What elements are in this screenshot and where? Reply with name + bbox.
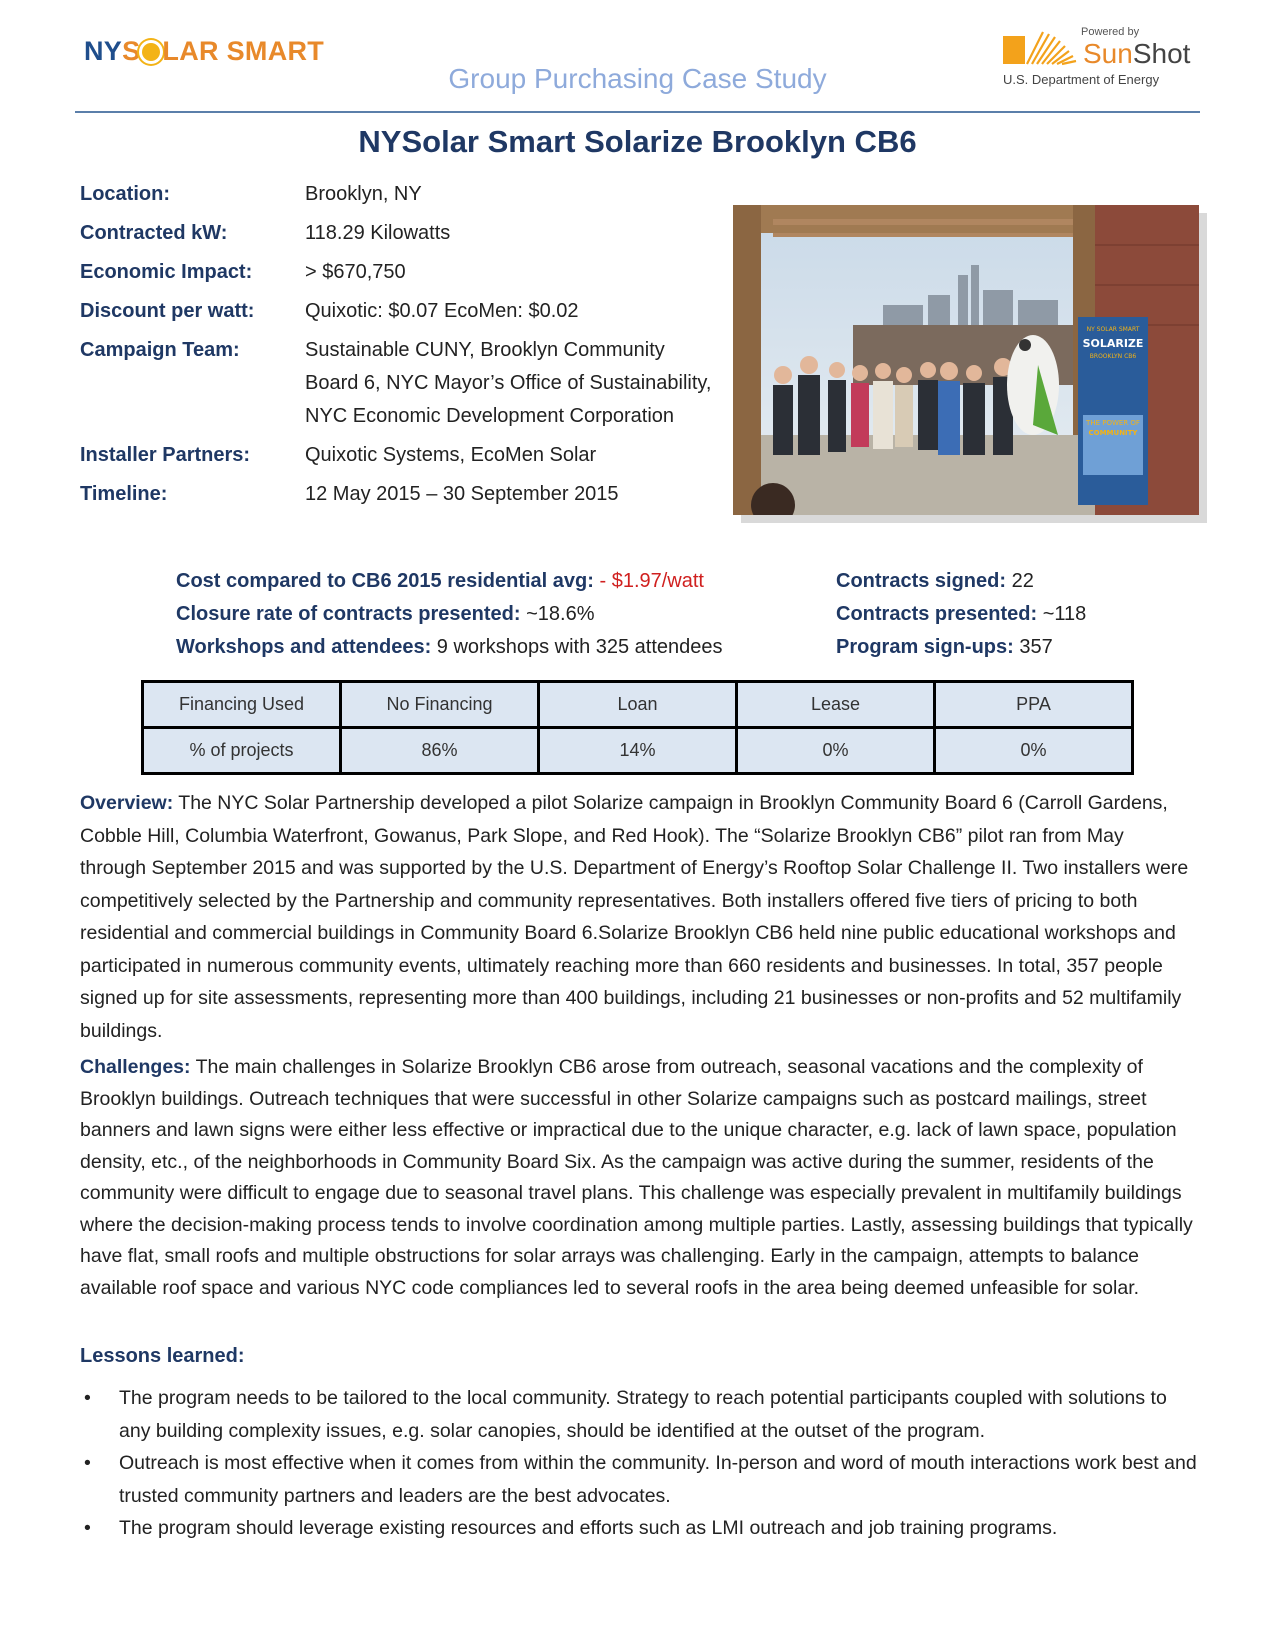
list-item [80, 1447, 1200, 1512]
logo-solar-text: LAR SMART [162, 36, 325, 66]
stat-label: Contracts presented: [836, 603, 1038, 625]
sunshot-shot: Shot [1132, 38, 1191, 69]
table-cell: 0% [935, 728, 1133, 774]
table-cell: PPA [935, 682, 1133, 728]
project-info [80, 178, 730, 517]
list-item-text: The program should leverage existing resources and efforts such as LMI outreach and job training programs. [119, 1517, 1058, 1539]
stat-program-signups [836, 631, 1196, 664]
lessons-heading: Lessons learned: [80, 1345, 245, 1367]
challenges-label: Challenges: [80, 1056, 191, 1078]
table-cell: No Financing [341, 682, 539, 728]
banner-community-text: COMMUNITY [1088, 429, 1138, 437]
overview-label: Overview: [80, 792, 174, 814]
banner-power-text: THE POWER OF [1086, 419, 1140, 427]
table-cell: Loan [539, 682, 737, 728]
logo-solar-s: S [122, 36, 141, 66]
stat-cost [176, 565, 796, 598]
stat-contracts-presented [836, 598, 1196, 631]
info-contracted-kw [80, 217, 730, 250]
info-label: Timeline: [80, 483, 168, 505]
table-cell: 14% [539, 728, 737, 774]
banner-title-text: SOLARIZE [1082, 337, 1144, 350]
info-value: Quixotic: $0.07 EcoMen: $0.02 [305, 300, 579, 322]
overview-paragraph [80, 787, 1195, 1047]
financing-table [141, 680, 1134, 775]
info-label: Location: [80, 183, 170, 205]
list-item-text: The program needs to be tailored to the local community. Strategy to reach potential participants coupled with solutions to any building complexity issues, e.g. solar canopies, should be identified at the outset of the program. [119, 1387, 1167, 1442]
info-label: Installer Partners: [80, 444, 251, 466]
stat-workshops [176, 631, 796, 664]
table-row [143, 728, 1133, 774]
info-value: Brooklyn, NY [305, 183, 422, 205]
table-cell: 0% [737, 728, 935, 774]
stat-label: Program sign-ups: [836, 636, 1014, 658]
info-label: Discount per watt: [80, 300, 255, 322]
bullet-icon: • [84, 1517, 91, 1539]
table-header-row [143, 682, 1133, 728]
info-value: Quixotic Systems, EcoMen Solar [305, 444, 597, 466]
stat-value: 357 [1013, 636, 1053, 658]
stats-right [836, 565, 1196, 664]
lessons-list [80, 1382, 1200, 1545]
campaign-group-photo [733, 205, 1199, 515]
stat-value: 22 [1006, 570, 1034, 592]
stat-value: ~18.6% [520, 603, 595, 625]
banner-small-text: NY SOLAR SMART [1086, 326, 1140, 333]
info-value: 118.29 Kilowatts [305, 222, 451, 244]
sunshot-sun: Sun [1083, 38, 1133, 69]
info-campaign-team [80, 334, 730, 433]
info-label: Campaign Team: [80, 339, 240, 361]
list-item [80, 1512, 1200, 1545]
info-label: Contracted kW: [80, 222, 228, 244]
info-value-line: Board 6, NYC Mayor’s Office of Sustainability, [305, 372, 712, 394]
table-cell: % of projects [143, 728, 341, 774]
info-value: 12 May 2015 – 30 September 2015 [305, 483, 619, 505]
document-subtitle: Group Purchasing Case Study [448, 63, 827, 94]
doe-text: U.S. Department of Energy [1003, 72, 1160, 87]
header-divider [75, 111, 1200, 113]
stat-label: Cost compared to CB6 2015 residential avg: [176, 570, 594, 592]
sunshot-rays-icon [1003, 28, 1077, 68]
bullet-icon: • [84, 1452, 91, 1474]
stat-label: Contracts signed: [836, 570, 1007, 592]
challenges-paragraph [80, 1052, 1195, 1304]
stat-value: - $1.97/watt [593, 570, 704, 592]
stat-contracts-signed [836, 565, 1196, 598]
stat-closure-rate [176, 598, 796, 631]
info-economic-impact [80, 256, 730, 289]
info-label: Economic Impact: [80, 261, 253, 283]
bullet-icon: • [84, 1387, 91, 1409]
stat-label: Closure rate of contracts presented: [176, 603, 521, 625]
list-item-text: Outreach is most effective when it comes from within the community. In-person and word of mouth interactions work best and trusted community partners and leaders are the best advocates. [119, 1452, 1197, 1507]
table-cell: 86% [341, 728, 539, 774]
stat-label: Workshops and attendees: [176, 636, 432, 658]
list-item [80, 1382, 1200, 1447]
stats-left [176, 565, 796, 664]
sun-icon [142, 43, 160, 61]
info-discount [80, 295, 730, 328]
table-cell: Financing Used [143, 682, 341, 728]
logo-ny-text: NY [84, 36, 123, 66]
challenges-text: The main challenges in Solarize Brooklyn CB6 arose from outreach, seasonal vacations and the complexity of Brooklyn buildings. Outreach techniques that were successful in other Solarize campaigns such as postcard mailings, street banners and lawn signs were either less effective or impractical due to the unique character, e.g. lack of lawn space, population density, etc., of the neighborhoods in Community Board Six. As the campaign was active during the summer, residents of the community were difficult to engage due to seasonal travel plans. This challenge was especially prevalent in multifamily buildings where the decision-making process tends to involve coordination among multiple parties. Lastly, assessing buildings that typically have flat, small roofs and multiple obstructions for solar arrays was challenging. Early in the campaign, attempts to balance available roof space and various NYC code compliances led to several roofs in the area being deemed unfeasible for solar. [80, 1056, 1193, 1299]
info-installer-partners [80, 439, 730, 472]
table-cell: Lease [737, 682, 935, 728]
info-location [80, 178, 730, 211]
info-value-line: NYC Economic Development Corporation [305, 405, 675, 427]
info-value: > $670,750 [305, 261, 406, 283]
powered-by-text: Powered by [1081, 26, 1140, 38]
info-value-line: Sustainable CUNY, Brooklyn Community [305, 339, 665, 361]
info-timeline [80, 478, 730, 511]
page-title: NYSolar Smart Solarize Brooklyn CB6 [358, 124, 917, 159]
stat-value: 9 workshops with 325 attendees [431, 636, 723, 658]
stat-value: ~118 [1037, 603, 1087, 625]
overview-text: The NYC Solar Partnership developed a pilot Solarize campaign in Brooklyn Community Board 6 (Carroll Gardens, Cobble Hill, Columbia Waterfront, Gowanus, Park Slope, and Red Hook). The “Solarize Brooklyn CB6” pilot ran from May through September 2015 and was supported by the U.S. Department of Energy’s Rooftop Solar Challenge II. Two installers were competitively selected by the Partnership and community representatives. Both installers offered five tiers of pricing to both residential and commercial buildings in Community Board 6.Solarize Brooklyn CB6 held nine public educational workshops and participated in numerous community events, ultimately reaching more than 660 residents and businesses. In total, 357 people signed up for site assessments, representing more than 400 buildings, including 21 businesses or non-profits and 52 multifamily buildings. [80, 792, 1189, 1042]
banner-sub-text: BROOKLYN CB6 [1089, 353, 1137, 360]
